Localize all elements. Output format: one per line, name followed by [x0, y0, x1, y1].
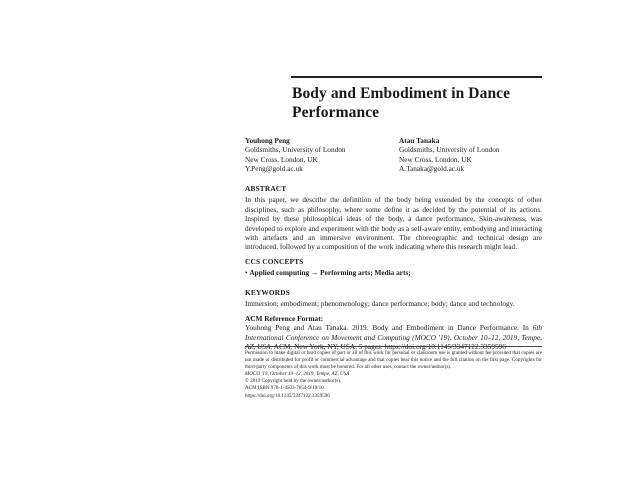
title-rule	[291, 76, 542, 78]
reference-venue: 6th International Conference on Movement and Computing (MOCO '19), October 10–12, 2019, Tempe,	[245, 323, 542, 342]
footnote-doi[interactable]: https://doi.org/10.1145/3347122.3359596	[245, 392, 330, 399]
author-email[interactable]: A.Tanaka@gold.ac.uk	[399, 164, 465, 174]
abstract-section	[245, 184, 542, 252]
footnote-rule	[245, 346, 542, 347]
ccs-primary: Applied computing	[249, 268, 310, 278]
reference-plain: Youhong Peng and Atau Tanaka. 2019. Body and Embodiment in Dance Performance. In	[245, 323, 529, 333]
keywords-text: Immersion; embodiment; phenomenology; dance performance; body; dance and technology.	[245, 299, 515, 309]
arrow-icon: →	[311, 268, 319, 278]
author-affiliation: Goldsmiths, University of London	[245, 145, 346, 155]
keywords-heading: KEYWORDS	[245, 288, 290, 297]
author-name: Youhong Peng	[245, 136, 290, 145]
author-affiliation: Goldsmiths, University of London	[399, 145, 500, 155]
author-address: New Cross, London, UK	[245, 154, 318, 164]
reference-text	[245, 323, 542, 351]
abstract-text: In this paper, we describe the definition of the body being extended by the concepts of other disciplines, such as philosophy, where some define it as decided by the potential of its actions. Inspired by these philosophical ideas of the body, a dance performance, Skin-awareness, was developed to explore and experiment with the body as a self-aware entity, embodying and interacting with artefacts and an immersive environment. The choreographic and technical design are introduced, followed by a composition of the work indicating where this research might lead.	[245, 195, 542, 252]
ccs-heading: CCS CONCEPTS	[245, 257, 304, 266]
footnote-conference: MOCO '19, October 10–12, 2019, Tempe, AZ, USA	[245, 371, 350, 378]
permission-text: Permission to make digital or hard copies of part or all of this work for personal or classroom use is granted without fee provided that copies are not made or distributed for profit or commercial advantage and that copies bear this notice and the full citation on the first page. Copyrights for third-party components of this work must be honored. For all other uses, contact the owner/author(s).	[245, 350, 542, 371]
copyright-footnote	[245, 350, 542, 400]
footnote-copyright: © 2019 Copyright held by the owner/author(s).	[245, 378, 342, 385]
author-address: New Cross, London, UK	[399, 154, 472, 164]
paper-title: Body and Embodiment in Dance Performance	[292, 85, 511, 121]
ccs-secondary: Performing arts; Media arts;	[320, 268, 411, 278]
footnote-isbn: ACM ISBN 978-1-4503-7654-9/19/10.	[245, 385, 325, 392]
reference-heading: ACM Reference Format:	[245, 314, 324, 323]
ccs-concepts	[245, 268, 542, 277]
author-1	[245, 136, 395, 174]
ccs-section	[245, 257, 542, 278]
keywords-section	[245, 288, 542, 309]
author-name: Atau Tanaka	[399, 136, 440, 145]
author-email[interactable]: Y.Peng@gold.ac.uk	[245, 164, 303, 174]
author-2	[399, 136, 549, 174]
ccs-bullet: •	[245, 268, 248, 278]
abstract-heading: ABSTRACT	[245, 184, 287, 193]
